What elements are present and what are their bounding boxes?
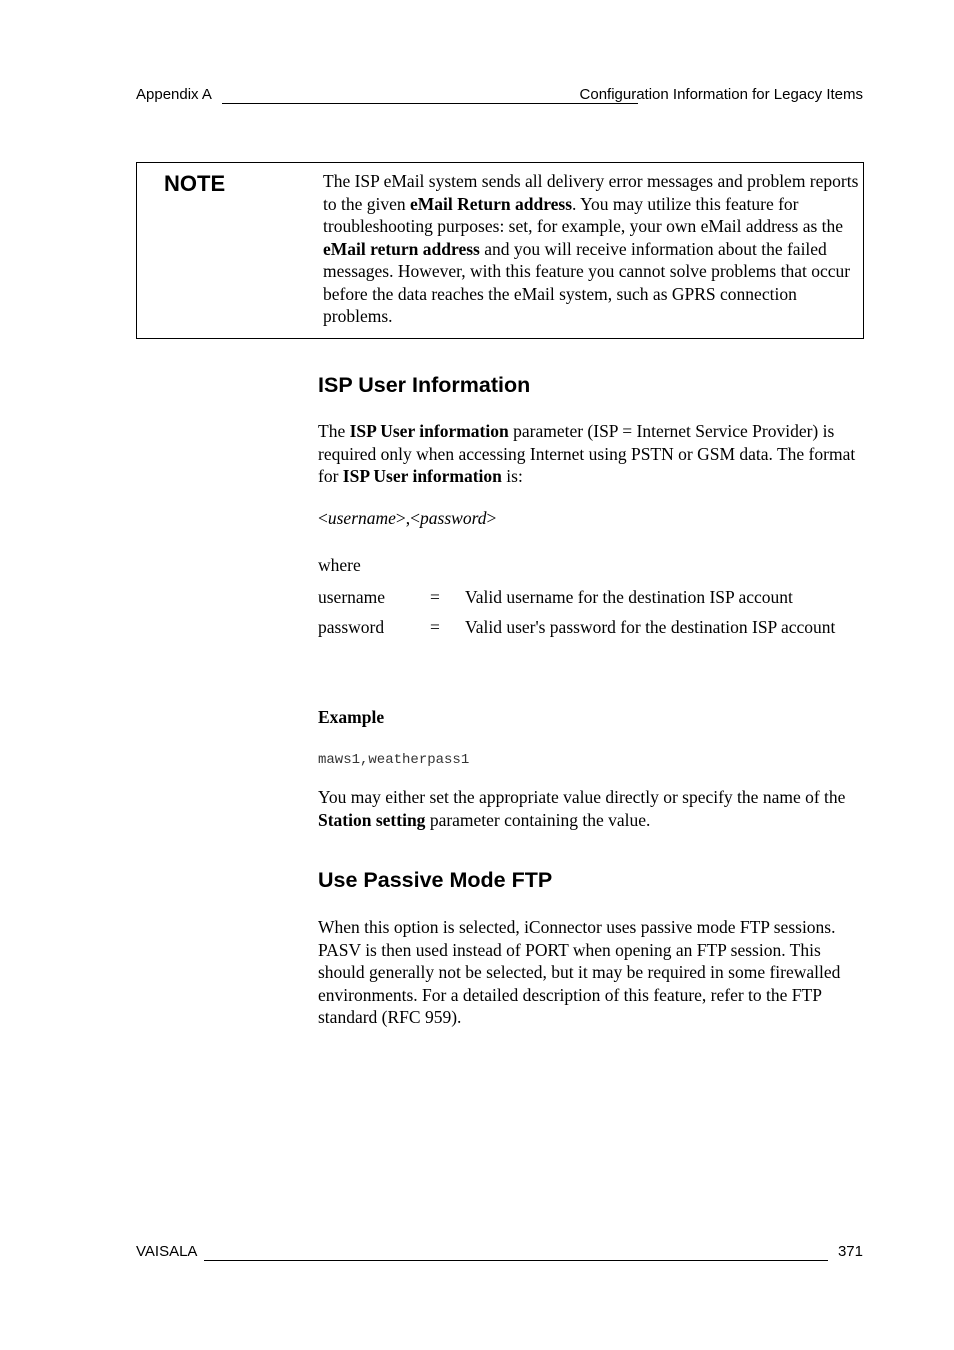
syntax-password: password (420, 508, 487, 528)
page-footer (136, 1243, 863, 1265)
syntax-username: username (327, 508, 396, 528)
note-box (136, 162, 864, 339)
footer-rule (204, 1260, 828, 1261)
isp-emphasis: ISP User information (349, 421, 509, 441)
page-header (136, 86, 863, 108)
value-note-text: parameter containing the value. (425, 809, 651, 830)
syntax-bracket: > (486, 508, 497, 528)
note-label: NOTE (164, 171, 226, 196)
note-emphasis: eMail return address (323, 238, 480, 259)
definition-equals: = (430, 617, 440, 637)
isp-text-part: is: (501, 466, 523, 486)
note-text-part: The ISP eMail system sends all delivery error messages and problem reports to the given (323, 171, 859, 214)
definition-term: password (318, 617, 385, 637)
note-text (323, 170, 859, 328)
header-rule (222, 103, 638, 104)
note-text-part: and you will receive information about the failed messages. However, with this feature you cannot solve problems that occur before the data reaches the eMail system, such as GPRS connection problems. (323, 238, 851, 326)
where-label: where (318, 555, 361, 575)
definition-text: Valid username for the destination ISP account (465, 587, 793, 607)
isp-text-part: The (318, 421, 350, 441)
note-emphasis: eMail Return address (410, 193, 573, 214)
header-title: Configuration Information for Legacy Items (579, 86, 863, 103)
isp-emphasis: ISP User information (342, 466, 502, 486)
value-note-emphasis: Station setting (318, 809, 426, 830)
definition-equals: = (430, 587, 440, 607)
isp-section-heading: ISP User Information (318, 373, 531, 397)
note-text-part: . You may utilize this feature for troubleshooting purposes: set, for example, your own eMail address as the (323, 193, 844, 236)
definition-row (318, 586, 863, 610)
syntax-separator: >,< (395, 508, 421, 528)
isp-text-part: parameter (ISP = Internet Service Provider) is required only when accessing Internet using PSTN or GSM data. The format for (318, 421, 856, 486)
isp-value-note (318, 786, 863, 831)
syntax-bracket: < (318, 508, 328, 528)
example-code: maws1,weatherpass1 (318, 752, 470, 768)
ftp-section-heading: Use Passive Mode FTP (318, 868, 553, 892)
header-chapter: Appendix A (136, 86, 212, 103)
isp-syntax (318, 507, 863, 530)
footer-brand: VAISALA (136, 1243, 198, 1260)
page-number: 371 (837, 1243, 863, 1260)
definition-term: username (318, 587, 386, 607)
definition-text: Valid user's password for the destination ISP account (465, 617, 836, 637)
isp-description (318, 420, 863, 488)
definition-row (318, 616, 863, 662)
value-note-text: You may either set the appropriate value directly or specify the name of the (318, 787, 846, 807)
example-heading: Example (318, 707, 385, 727)
ftp-description: When this option is selected, iConnector uses passive mode FTP sessions. PASV is then used instead of PORT when opening an FTP session. This should generally not be selected, but it may be required in some firewalled environments. For a detailed description of this feature, refer to the FTP standard (RFC 959). (318, 917, 841, 1027)
